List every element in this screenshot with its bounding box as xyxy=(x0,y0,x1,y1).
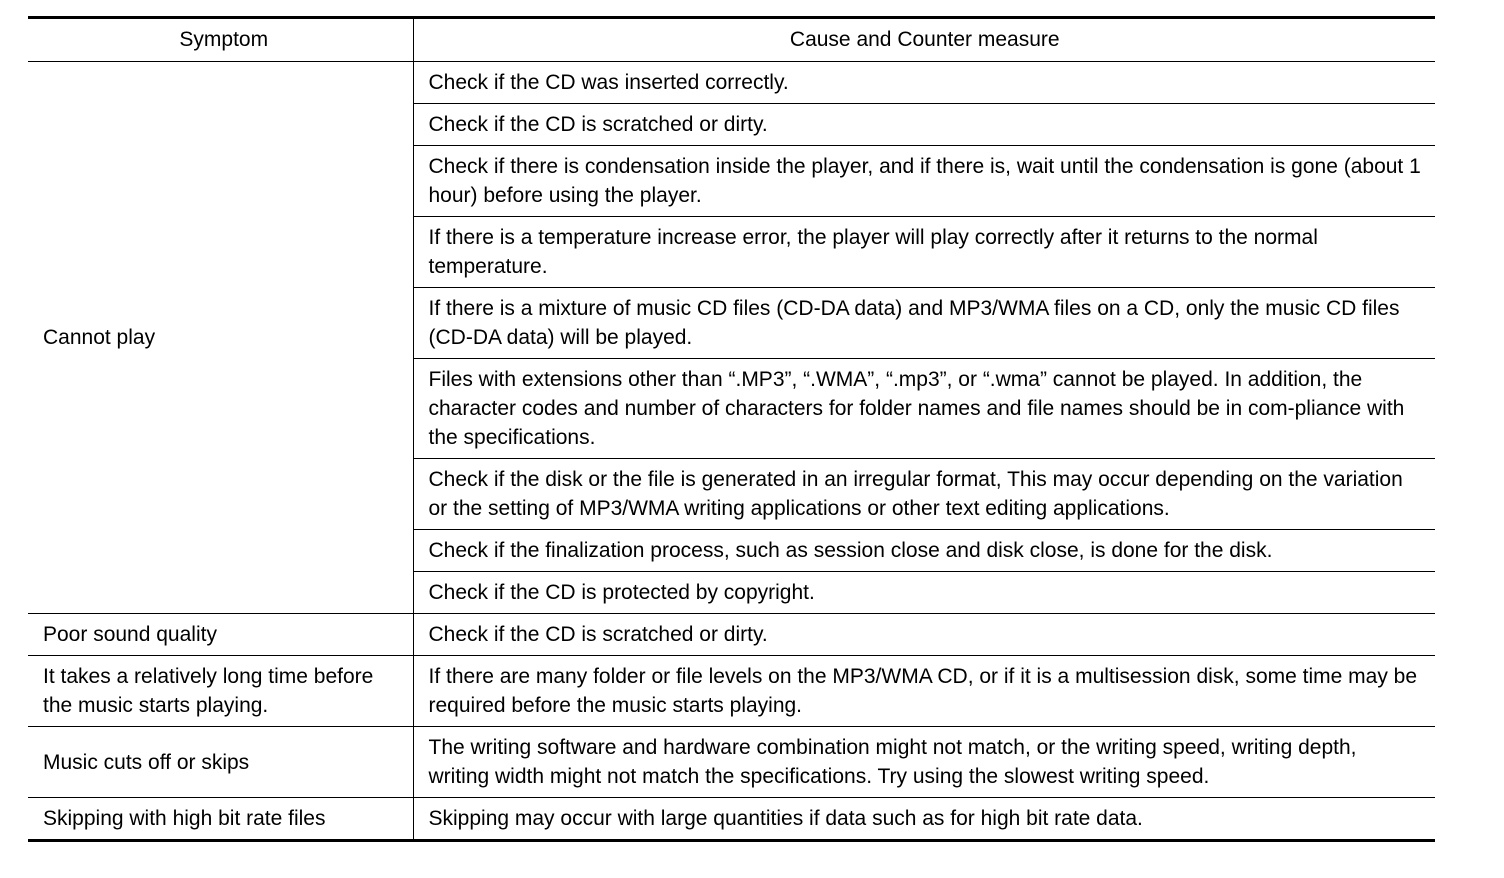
cause-cell: If there are many folder or file levels on the MP3/WMA CD, or if it is a multisession disk, some time may be required before the music starts playing. xyxy=(413,656,1435,727)
cause-cell: Check if the CD is scratched or dirty. xyxy=(413,614,1435,656)
cause-cell: Skipping may occur with large quantities if data such as for high bit rate data. xyxy=(413,798,1435,841)
symptom-cell: Skipping with high bit rate files xyxy=(28,798,413,841)
cause-cell: Check if there is condensation inside the player, and if there is, wait until the condensation is gone (about 1 hour) before using the player. xyxy=(413,146,1435,217)
cause-cell: Check if the CD was inserted correctly. xyxy=(413,62,1435,104)
cause-cell: If there is a mixture of music CD files (CD-DA data) and MP3/WMA files on a CD, only the music CD files (CD-DA data) will be played. xyxy=(413,288,1435,359)
table-header xyxy=(28,18,1435,62)
symptom-cell: Music cuts off or skips xyxy=(28,727,413,798)
symptom-cell: Cannot play xyxy=(28,62,413,614)
symptom-cell: Poor sound quality xyxy=(28,614,413,656)
header-cause: Cause and Counter measure xyxy=(413,18,1435,62)
table-row xyxy=(28,798,1435,841)
table-row xyxy=(28,62,1435,104)
cause-cell: Check if the disk or the file is generated in an irregular format, This may occur depending on the variation or the setting of MP3/WMA writing applications or other text editing applications. xyxy=(413,459,1435,530)
table-row xyxy=(28,727,1435,798)
table-row xyxy=(28,614,1435,656)
table-row xyxy=(28,656,1435,727)
cause-cell: Check if the finalization process, such as session close and disk close, is done for the disk. xyxy=(413,530,1435,572)
cause-cell: Check if the CD is protected by copyright. xyxy=(413,572,1435,614)
table-body xyxy=(28,62,1435,841)
cause-cell: Check if the CD is scratched or dirty. xyxy=(413,104,1435,146)
cause-cell: Files with extensions other than “.MP3”, “.WMA”, “.mp3”, or “.wma” cannot be played. In addition, the character codes and number of characters for folder names and file names should be in com-pliance with the specifications. xyxy=(413,359,1435,459)
symptom-cell: It takes a relatively long time before the music starts playing. xyxy=(28,656,413,727)
header-symptom: Symptom xyxy=(28,18,413,62)
cause-cell: If there is a temperature increase error, the player will play correctly after it returns to the normal temperature. xyxy=(413,217,1435,288)
cause-cell: The writing software and hardware combination might not match, or the writing speed, writing depth, writing width might not match the specifications. Try using the slowest writing speed. xyxy=(413,727,1435,798)
troubleshooting-table xyxy=(28,16,1435,842)
header-row xyxy=(28,18,1435,62)
